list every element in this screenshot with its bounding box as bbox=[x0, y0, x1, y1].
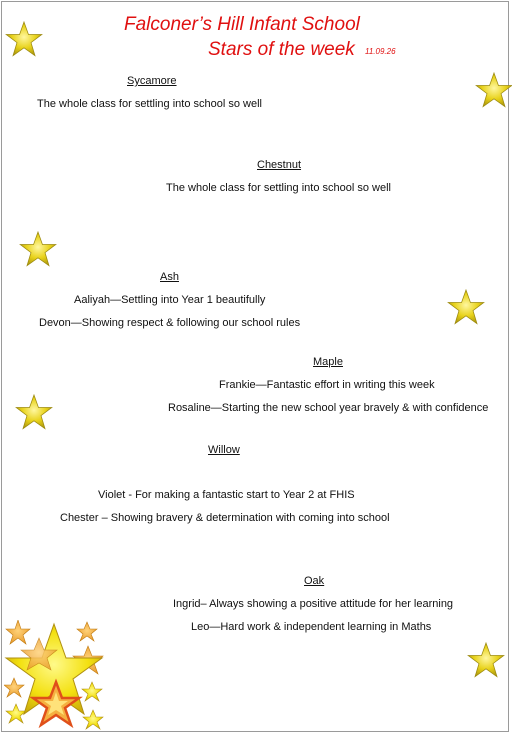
class-heading-willow: Willow bbox=[208, 444, 240, 456]
class-heading-maple: Maple bbox=[313, 356, 343, 368]
gold-star-icon bbox=[467, 642, 505, 678]
date-label: 11.09.26 bbox=[365, 47, 396, 56]
page-title: Stars of the week bbox=[208, 39, 355, 60]
award-line: Leo—Hard work & independent learning in Maths bbox=[191, 621, 432, 633]
award-line: Ingrid– Always showing a positive attitude for her learning bbox=[173, 598, 454, 610]
award-line: Violet - For making a fantastic start to Year 2 at FHIS bbox=[98, 489, 355, 501]
award-line: The whole class for settling into school so well bbox=[37, 98, 262, 110]
gold-star-icon bbox=[5, 21, 43, 57]
award-line: Rosaline—Starting the new school year bravely & with confidence bbox=[168, 402, 489, 414]
class-heading-sycamore: Sycamore bbox=[127, 75, 177, 87]
award-line: Devon—Showing respect & following our school rules bbox=[39, 317, 301, 329]
class-heading-ash: Ash bbox=[160, 271, 179, 283]
gold-star-icon bbox=[475, 72, 512, 108]
star-cluster-decoration bbox=[4, 620, 106, 734]
award-line: Frankie—Fantastic effort in writing this week bbox=[219, 379, 435, 391]
school-name: Falconer’s Hill Infant School bbox=[124, 14, 360, 35]
gold-star-icon bbox=[19, 231, 57, 267]
class-heading-oak: Oak bbox=[304, 575, 325, 587]
certificate-page bbox=[1, 1, 509, 732]
gold-star-icon bbox=[447, 289, 485, 325]
award-line: Chester – Showing bravery & determination with coming into school bbox=[60, 512, 390, 524]
award-line: The whole class for settling into school so well bbox=[166, 182, 391, 194]
class-heading-chestnut: Chestnut bbox=[257, 159, 302, 171]
gold-star-icon bbox=[15, 394, 53, 430]
award-line: Aaliyah—Settling into Year 1 beautifully bbox=[74, 294, 266, 306]
